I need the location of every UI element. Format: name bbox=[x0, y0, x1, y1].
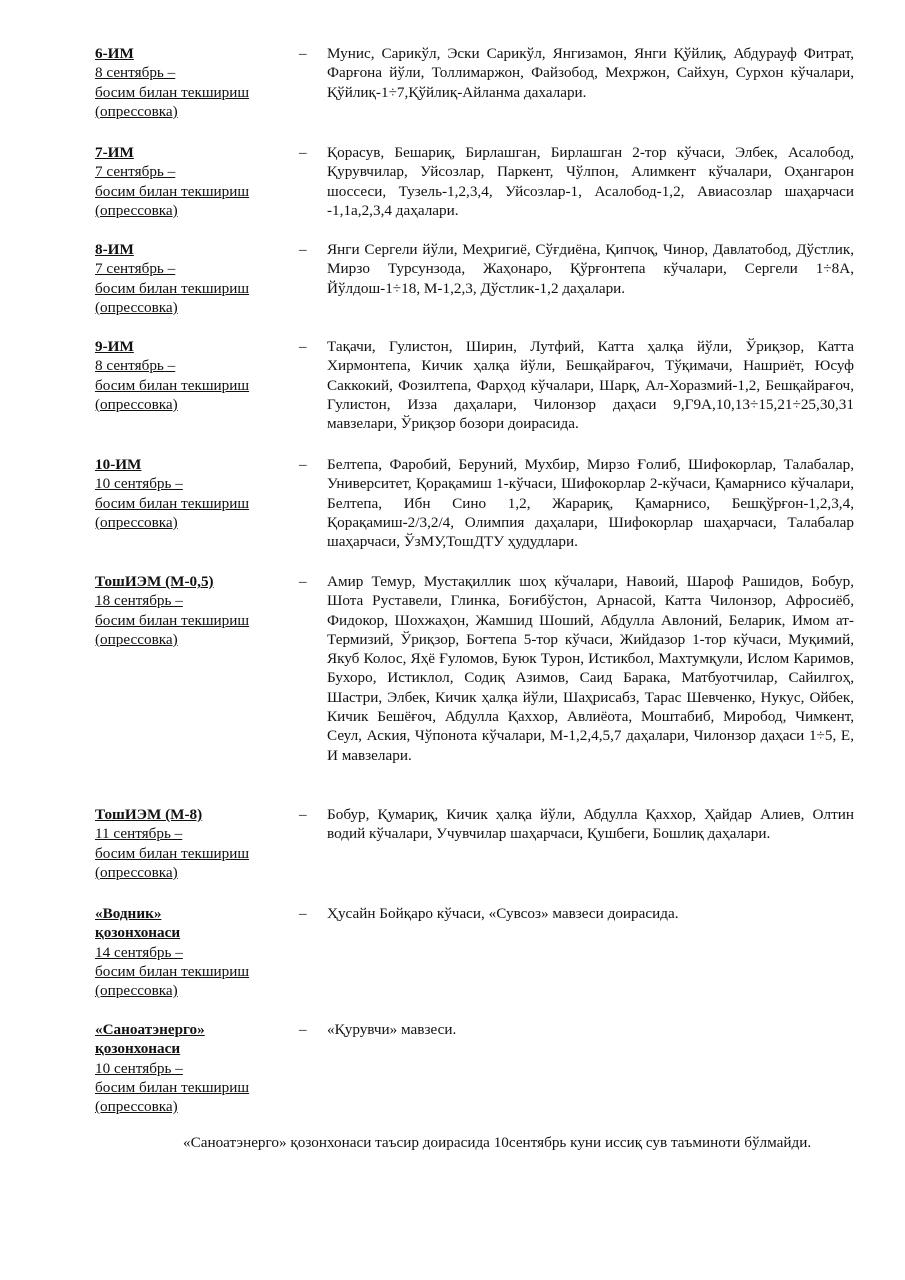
entry-description: Тақачи, Гулистон, Ширин, Лутфий, Катта ҳалқа йўли, Ўриқзор, Катта Хирмонтепа, Кичик ҳалқа йўли, Бешқайрағоч, Тўқимачи, Нашриёт, Юсуф Саккокий, Фозилтепа, Фарҳод кўчалари, Шарқ, Ал-Хоразмий-1,2, Бешқайрағоч, Гулистон, Изза даҳалари, Чилонзор даҳаси 9,Г9А,10,13÷15,21÷25,30,31 мавзелари, Ўриқзор бозори доирасида. bbox=[327, 338, 854, 433]
entry-dash: – bbox=[299, 905, 307, 922]
entry-header bbox=[95, 455, 285, 532]
entry-header bbox=[95, 805, 285, 882]
entry-action-note: (опрессовка) bbox=[95, 395, 178, 413]
entry-header bbox=[95, 44, 285, 121]
entry-description: Ҳусайн Бойқаро кўчаси, «Сувсоз» мавзеси доирасида. bbox=[327, 905, 679, 922]
entry-title: 6-ИМ bbox=[95, 45, 134, 62]
entry-action-note: (опрессовка) bbox=[95, 863, 178, 881]
entry-title: 10-ИМ bbox=[95, 456, 142, 473]
entry-title: 7-ИМ bbox=[95, 144, 134, 161]
entry-action-note: (опрессовка) bbox=[95, 201, 178, 219]
entry-header bbox=[95, 240, 285, 317]
entry-action-note: (опрессовка) bbox=[95, 102, 178, 120]
entry-header bbox=[95, 904, 285, 1000]
entry-action: босим билан текшириш bbox=[95, 611, 250, 629]
entry-action: босим билан текшириш bbox=[95, 182, 250, 200]
entry-action: босим билан текшириш bbox=[95, 279, 250, 297]
entry-dash: – bbox=[299, 144, 307, 161]
entry-title: ТошИЭМ (М-8) bbox=[95, 806, 203, 823]
entry-action: босим билан текшириш bbox=[95, 1078, 250, 1096]
entry-dash: – bbox=[299, 241, 307, 258]
entry-date: 14 сентябрь – bbox=[95, 943, 183, 961]
entry-description: «Қурувчи» мавзеси. bbox=[327, 1021, 457, 1038]
entry-header bbox=[95, 1020, 285, 1116]
entry-dash: – bbox=[299, 1021, 307, 1038]
entry-description: Белтепа, Фаробий, Беруний, Мухбир, Мирзо Ғолиб, Шифокорлар, Талабалар, Университет, Қорақамиш 1-кўчаси, Шифокорлар 2-кўчаси, Қамарнисо кўчалари, Белтепа, Ибн Сино 1,2, Жарариқ, Қамарнисо, Бешқўрғон-1,2,3,4, Қорақамиш-2/3,2/4, Олимпия даҳалари, Шифокорлар шаҳарчаси, Талабалар шаҳарчаси, ЎзМУ,ТошДТУ ҳудудлари. bbox=[327, 456, 854, 551]
entry-title: «Саноатэнерго» bbox=[95, 1021, 205, 1038]
entry-action-note: (опрессовка) bbox=[95, 630, 178, 648]
entry-date: 10 сентябрь – bbox=[95, 1059, 183, 1077]
entry-description: Янги Сергели йўли, Меҳригиё, Сўғдиёна, Қипчоқ, Чинор, Давлатобод, Дўстлик, Мирзо Турсунзода, Жаҳонаро, Қўрғонтепа кўчалари, Сергели 1÷8А, Йўлдош-1÷18, М-1,2,3, Дўстлик-1,2 даҳалари. bbox=[327, 241, 854, 297]
entry-date: 8 сентябрь – bbox=[95, 64, 176, 82]
entry-description: Қорасув, Бешариқ, Бирлашган, Бирлашган 2-тор кўчаси, Элбек, Асалобод, Қурувчилар, Уйсозлар, Паркент, Чўлпон, Алимкент кўчалари, Оҳангарон шоссеси, Тузель-1,2,3,4, Уйсозлар-1, Асалобод-1,2, Авиасозлар шаҳарчаси -1,1а,2,3,4 даҳалари. bbox=[327, 144, 854, 219]
entry-action-note: (опрессовка) bbox=[95, 1098, 178, 1116]
entry-title: ТошИЭМ (М-0,5) bbox=[95, 573, 214, 590]
entry-dash: – bbox=[299, 573, 307, 590]
entry-header bbox=[95, 572, 285, 649]
entry-date: 8 сентябрь – bbox=[95, 357, 176, 375]
entry-date: 18 сентябрь – bbox=[95, 592, 183, 610]
entry-title: 9-ИМ bbox=[95, 338, 134, 355]
entry-header bbox=[95, 337, 285, 414]
entry-date: 7 сентябрь – bbox=[95, 260, 176, 278]
entry-action-note: (опрессовка) bbox=[95, 982, 178, 1000]
entry-header bbox=[95, 143, 285, 220]
entry-action: босим билан текшириш bbox=[95, 962, 250, 980]
entry-title: 8-ИМ bbox=[95, 241, 134, 258]
entry-title-line2: қозонхонаси bbox=[95, 924, 181, 942]
entry-action: босим билан текшириш bbox=[95, 494, 250, 512]
entry-description: Бобур, Қумариқ, Кичик ҳалқа йўли, Абдулла Қаххор, Ҳайдар Алиев, Олтин водий кўчалари, Учувчилар шаҳарчаси, Қушбеги, Бошлиқ даҳалари. bbox=[327, 806, 854, 843]
entry-title: «Водник» bbox=[95, 905, 162, 922]
entry-date: 11 сентябрь – bbox=[95, 825, 183, 843]
entry-date: 7 сентябрь – bbox=[95, 163, 176, 181]
entry-title-line2: қозонхонаси bbox=[95, 1040, 181, 1058]
entry-action-note: (опрессовка) bbox=[95, 513, 178, 531]
entry-dash: – bbox=[299, 45, 307, 62]
entry-action: босим билан текшириш bbox=[95, 376, 250, 394]
entry-dash: – bbox=[299, 806, 307, 823]
entry-description: Мунис, Сарикўл, Эски Сарикўл, Янгизамон, Янги Қўйлиқ, Абдурауф Фитрат, Фарғона йўли, Толлимаржон, Файзобод, Мехржон, Сайхун, Сурхон кўчалари, Қўйлиқ-1÷7,Қўйлиқ-Айланма дахалари. bbox=[327, 45, 854, 101]
entry-dash: – bbox=[299, 338, 307, 355]
entry-date: 10 сентябрь – bbox=[95, 475, 183, 493]
entry-description: Амир Темур, Мустақиллик шоҳ кўчалари, Навоий, Шароф Рашидов, Бобур, Шота Руставели, Глинка, Боғибўстон, Арнасой, Катта Чилонзор, Афросиёб, Фидокор, Шохжаҳон, Жамшид Шоший, Абдулла Авлоний, Беларик, Имом ат-Термизий, Ўриқзор, Боғтепа 5-тор кўчаси, Жийдазор 1-тор кўчаси, Муқимий, Якуб Колос, Яҳё Ғуломов, Буюк Турон, Истикбол, Махтумқули, Ислом Каримов, Бухоро, Истиклол, Содиқ Азимов, Саид Барака, Матбуотчилар, Сайилгоҳ, Шастри, Элбек, Кичик ҳалқа йўли, Шаҳрисабз, Тарас Шевченко, Нукус, Ойбек, Кичик Бешёғоч, Абдулла Қаххор, Авлиёота, Моштабиб, Миробод, Чимкент, Сеул, Аския, Чўпонота кўчалари, М-1,2,4,5,7 даҳалари, Чилонзор даҳаси 1÷5, Е, И мавзелари. bbox=[327, 573, 854, 764]
footer-note: «Саноатэнерго» қозонхонаси таъсир доирасида 10сентябрь куни иссиқ сув таъминоти бўлмайди. bbox=[183, 1134, 812, 1151]
entry-action-note: (опрессовка) bbox=[95, 298, 178, 316]
entry-action: босим билан текшириш bbox=[95, 844, 250, 862]
entry-dash: – bbox=[299, 456, 307, 473]
entry-action: босим билан текшириш bbox=[95, 83, 250, 101]
